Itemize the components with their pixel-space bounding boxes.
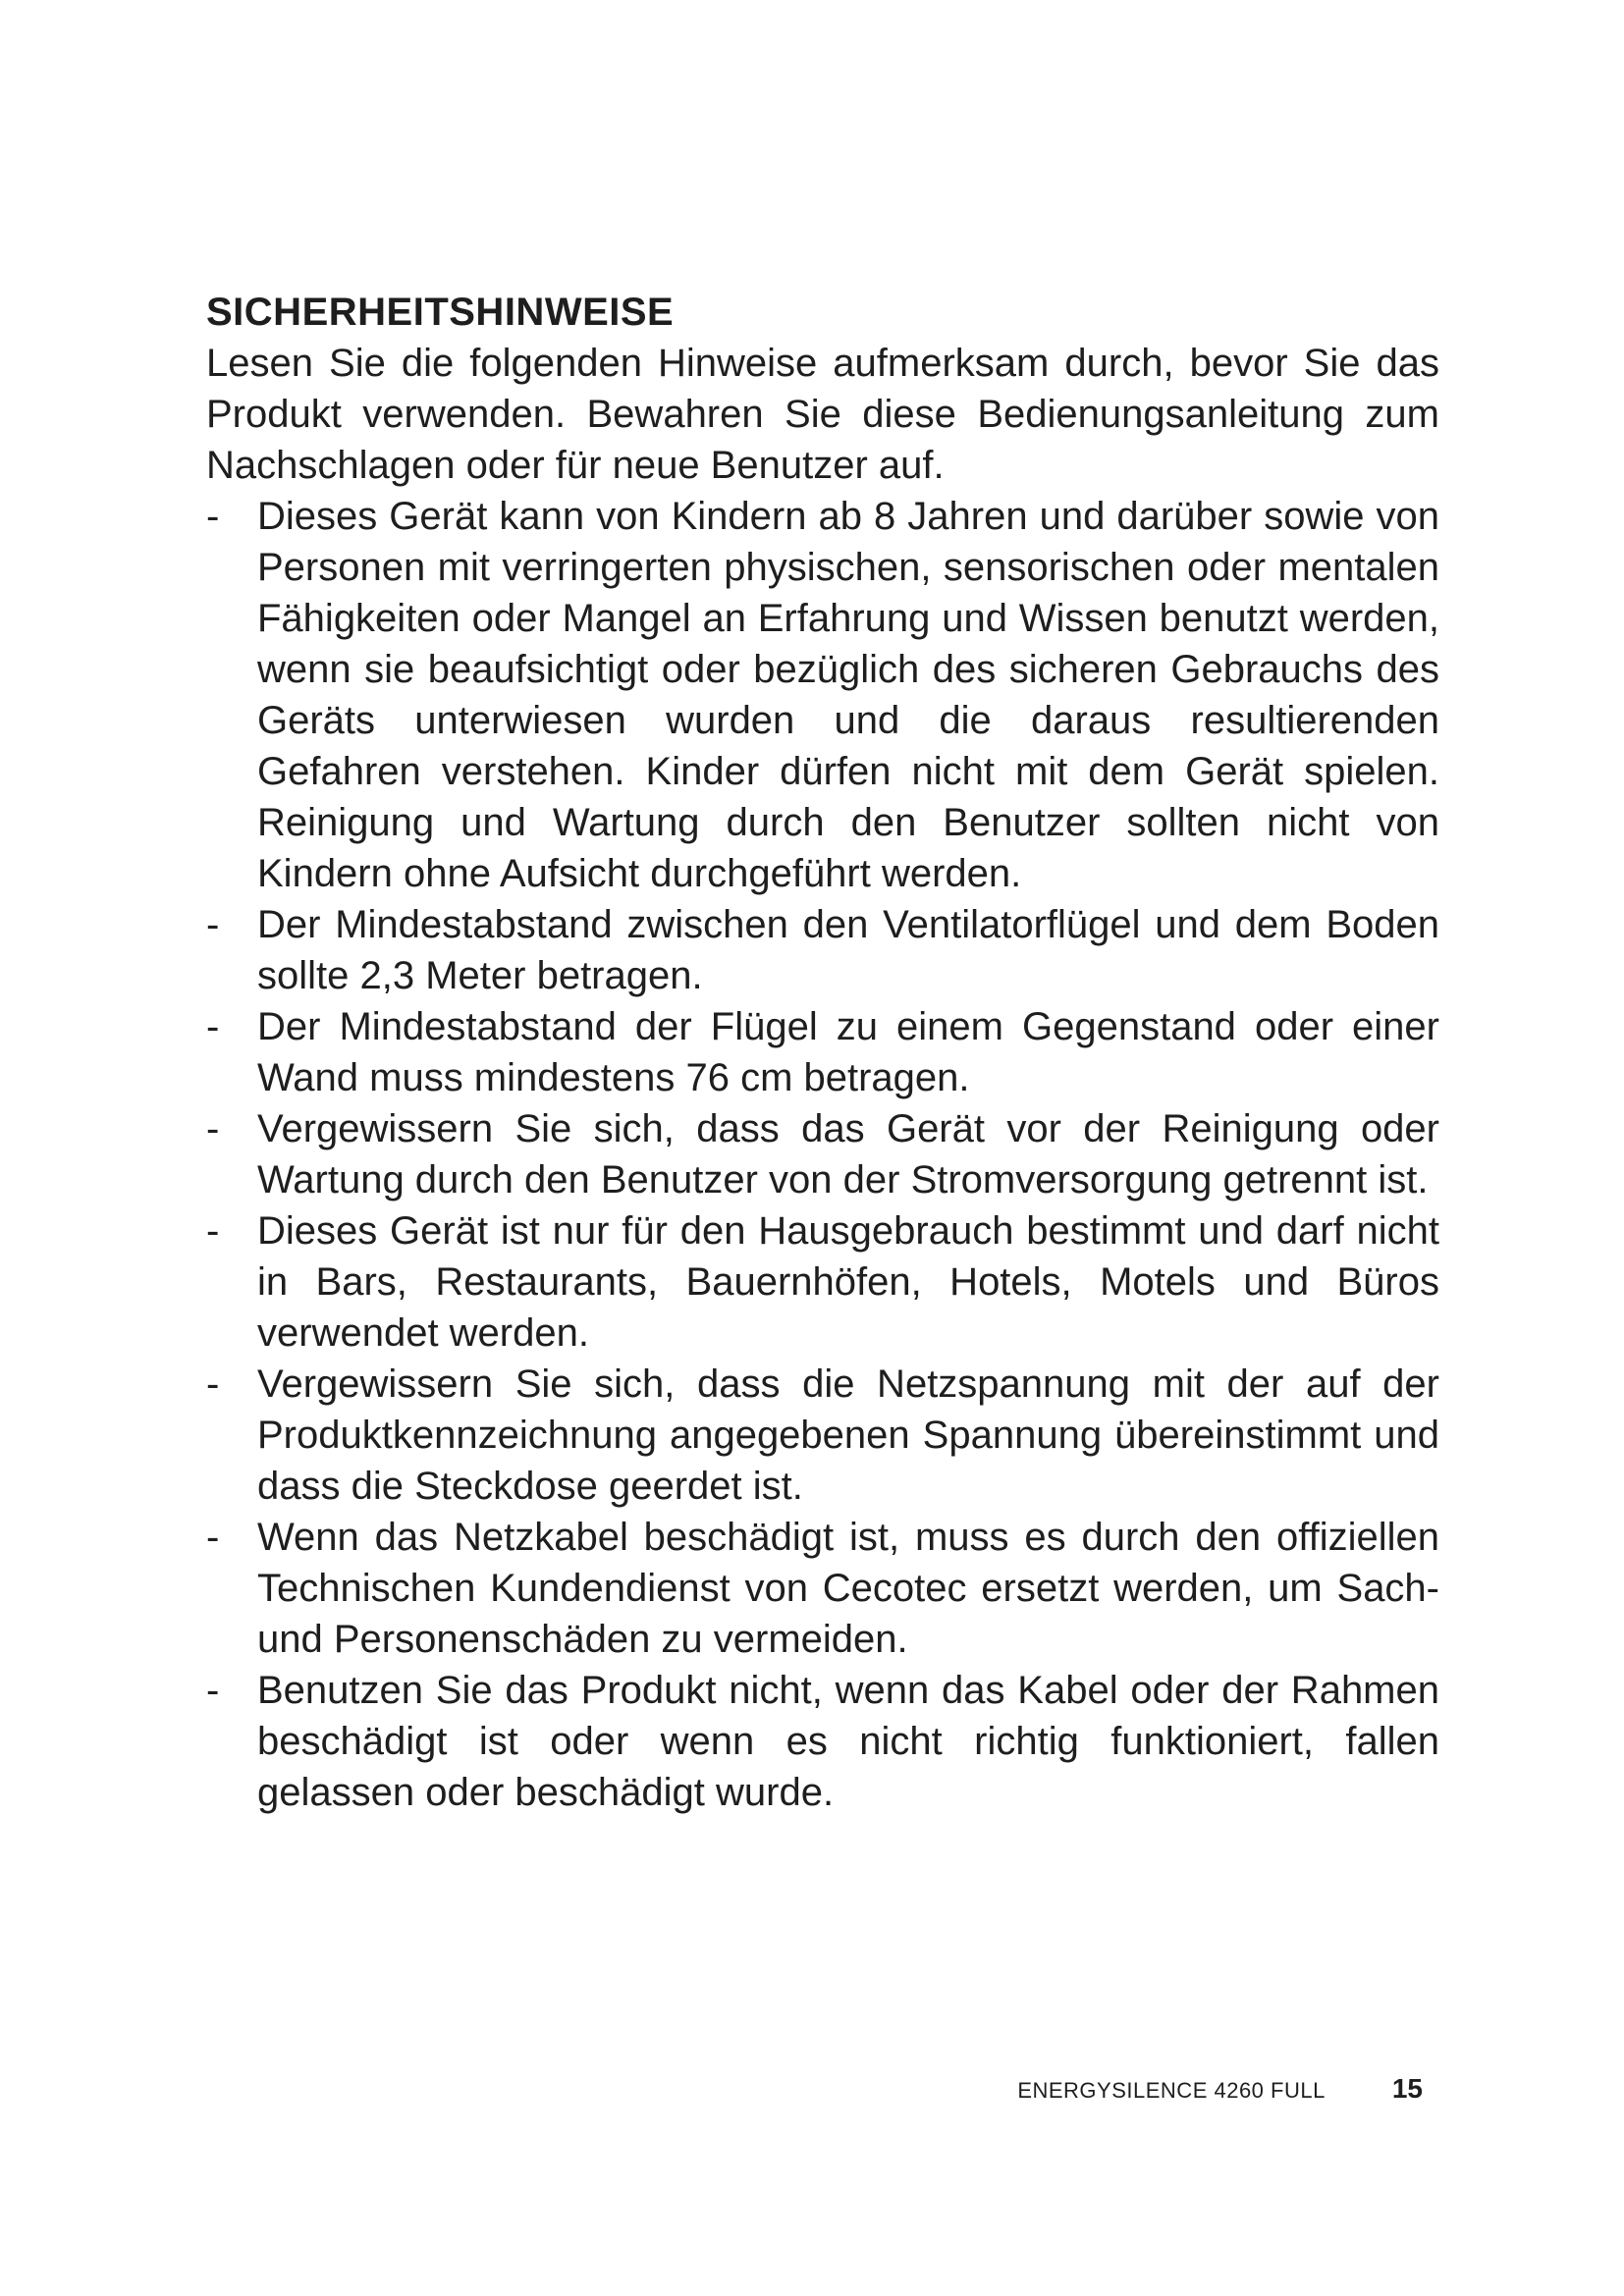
bullet-marker: -: [206, 1107, 220, 1150]
list-item: [206, 1359, 1439, 1512]
list-item-text: Benutzen Sie das Produkt nicht, wenn das Kabel oder der Rahmen beschädigt ist oder wenn es nicht richtig funktioniert, fallen gelassen oder beschädigt wurde.: [257, 1669, 1439, 1814]
list-item: [206, 1205, 1439, 1359]
list-item: [206, 1512, 1439, 1665]
bullet-marker: -: [206, 495, 220, 538]
list-item: [206, 899, 1439, 1001]
list-item-text: Vergewissern Sie sich, dass die Netzspannung mit der auf der Produktkennzeichnung angegebenen Spannung übereinstimmt und dass die Steckdose geerdet ist.: [257, 1362, 1439, 1508]
list-item-text: Wenn das Netzkabel beschädigt ist, muss es durch den offiziellen Technischen Kundendienst von Cecotec ersetzt werden, um Sach- und Personenschäden zu vermeiden.: [257, 1516, 1439, 1661]
list-item: [206, 1665, 1439, 1818]
section-title: SICHERHEITSHINWEISE: [206, 291, 675, 334]
list-item-text: Dieses Gerät ist nur für den Hausgebrauch bestimmt und darf nicht in Bars, Restaurants, Bauernhöfen, Hotels, Motels und Büros verwendet werden.: [257, 1209, 1439, 1355]
list-item-text: Der Mindestabstand zwischen den Ventilatorflügel und dem Boden sollte 2,3 Meter betragen.: [257, 903, 1439, 997]
bullet-marker: -: [206, 1669, 220, 1712]
page-footer: [1017, 2073, 1423, 2105]
list-item-text: Der Mindestabstand der Flügel zu einem Gegenstand oder einer Wand muss mindestens 76 cm betragen.: [257, 1005, 1439, 1099]
list-item-text: Vergewissern Sie sich, dass das Gerät vor der Reinigung oder Wartung durch den Benutzer von der Stromversorgung getrennt ist.: [257, 1107, 1439, 1201]
document-body: [206, 287, 1439, 1818]
list-item: [206, 1001, 1439, 1103]
product-name: ENERGYSILENCE 4260 FULL: [1017, 2078, 1326, 2103]
page-number: 15: [1391, 2073, 1423, 2104]
safety-list: [206, 491, 1439, 1818]
bullet-marker: -: [206, 1209, 220, 1253]
bullet-marker: -: [206, 903, 220, 946]
list-item: [206, 491, 1439, 899]
list-item: [206, 1103, 1439, 1205]
list-item-text: Dieses Gerät kann von Kindern ab 8 Jahren und darüber sowie von Personen mit verringerten physischen, sensorischen oder mentalen Fähigkeiten oder Mangel an Erfahrung und Wissen benutzt werden, wenn sie beaufsichtigt oder bezüglich des sicheren Gebrauchs des Geräts unterwiesen wurden und die daraus resultierenden Gefahren verstehen. Kinder dürfen nicht mit dem Gerät spielen. Reinigung und Wartung durch den Benutzer sollten nicht von Kindern ohne Aufsicht durchgeführt werden.: [257, 495, 1439, 895]
bullet-marker: -: [206, 1005, 220, 1048]
bullet-marker: -: [206, 1516, 220, 1559]
intro-paragraph: Lesen Sie die folgenden Hinweise aufmerksam durch, bevor Sie das Produkt verwenden. Bewahren Sie diese Bedienungsanleitung zum Nachschlagen oder für neue Benutzer auf.: [206, 342, 1439, 487]
bullet-marker: -: [206, 1362, 220, 1406]
